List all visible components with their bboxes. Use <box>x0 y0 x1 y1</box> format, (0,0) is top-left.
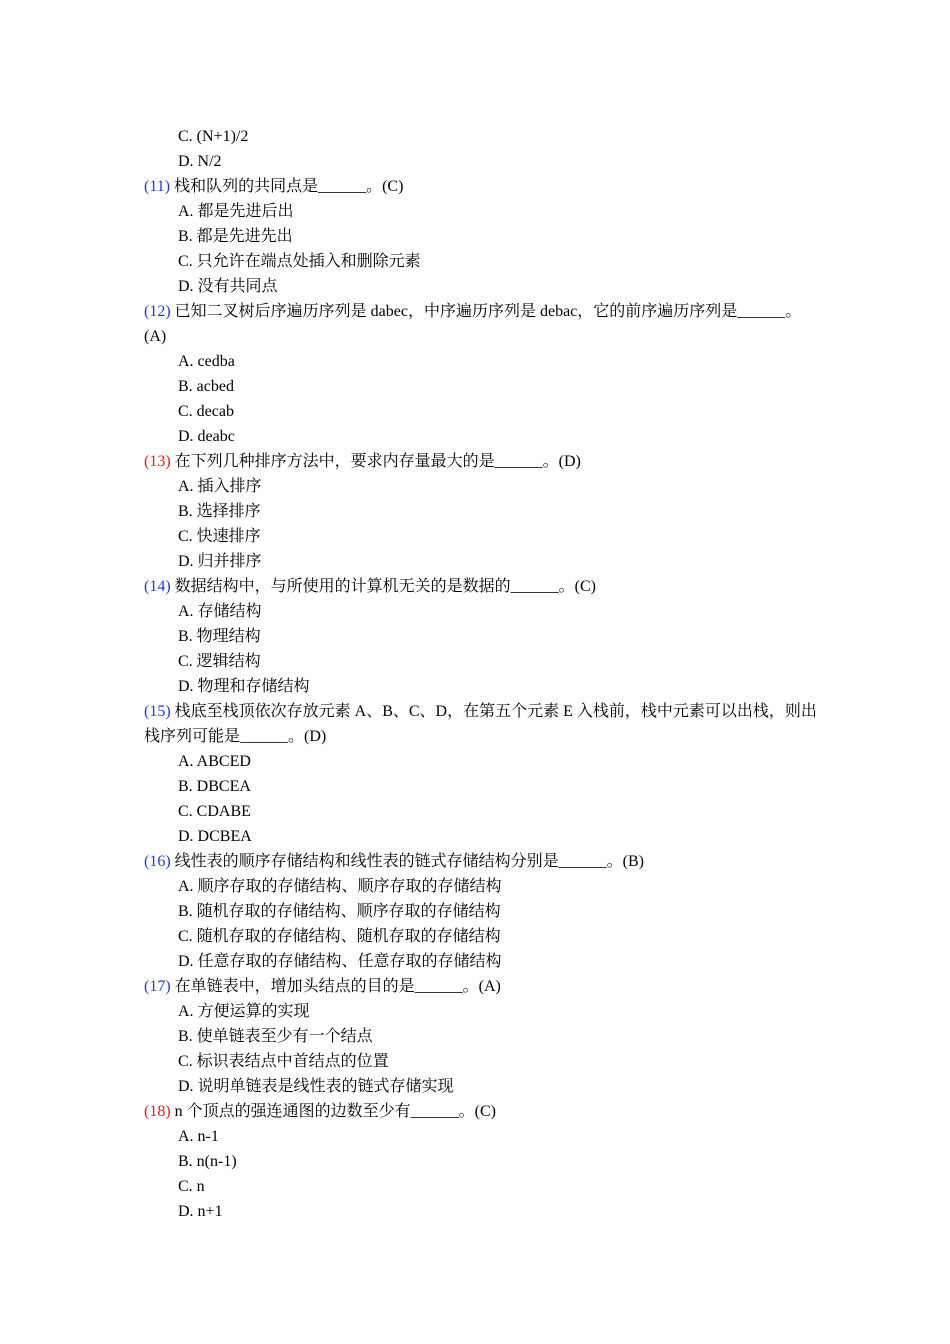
option-line: C. 逻辑结构 <box>178 653 261 670</box>
option-line: B. 物理结构 <box>178 628 261 645</box>
option-line: D. 归并排序 <box>178 553 262 570</box>
question-stem <box>0 174 950 199</box>
option-line: D. deabc <box>178 428 235 445</box>
question-number: (12) <box>144 303 171 320</box>
option-line: C. n <box>178 1178 205 1195</box>
option-line: B. 随机存取的存储结构、顺序存取的存储结构 <box>178 903 501 920</box>
option-line: B. DBCEA <box>178 778 251 795</box>
question-number: (17) <box>144 978 171 995</box>
option-line: D. 说明单链表是线性表的链式存储实现 <box>178 1078 454 1095</box>
option-line: A. ABCED <box>178 753 251 770</box>
option-line: C. 标识表结点中首结点的位置 <box>178 1053 389 1070</box>
option-line: C. decab <box>178 403 234 420</box>
question-text: 数据结构中，与所使用的计算机无关的是数据的______。(C) <box>174 578 596 595</box>
question-number: (16) <box>144 853 171 870</box>
option-line: A. n-1 <box>178 1128 219 1145</box>
question-number: (11) <box>144 178 171 195</box>
question-number: (18) <box>144 1103 171 1120</box>
question-number: (13) <box>144 453 171 470</box>
question-text: 栈和队列的共同点是______。(C) <box>174 178 404 195</box>
option-line: C. 只允许在端点处插入和删除元素 <box>178 253 421 270</box>
option-line: A. 都是先进后出 <box>178 203 294 220</box>
question-number: (15) <box>144 703 171 720</box>
option-line: B. acbed <box>178 378 234 395</box>
option-line: C. 快速排序 <box>178 528 261 545</box>
question-text: 已知二叉树后序遍历序列是 dabec，中序遍历序列是 debac，它的前序遍历序列是______。 <box>174 303 802 320</box>
option-line: A. 存储结构 <box>178 603 262 620</box>
question-text: n 个顶点的强连通图的边数至少有______。(C) <box>174 1103 496 1120</box>
question-stem <box>0 1099 950 1124</box>
question-stem <box>0 574 950 599</box>
option-line: A. 顺序存取的存储结构、顺序存取的存储结构 <box>178 878 502 895</box>
question-stem <box>0 974 950 999</box>
option-line: D. 任意存取的存储结构、任意存取的存储结构 <box>178 953 502 970</box>
option-line: B. 都是先进先出 <box>178 228 293 245</box>
question-number: (14) <box>144 578 171 595</box>
option-line: A. cedba <box>178 353 235 370</box>
question-text: 栈底至栈顶依次存放元素 A、B、C、D，在第五个元素 E 入栈前，栈中元素可以出栈，则出 <box>174 703 817 720</box>
question-text-continued: 栈序列可能是______。(D) <box>144 728 327 745</box>
question-text: 线性表的顺序存储结构和线性表的链式存储结构分别是______。(B) <box>174 853 644 870</box>
question-text: 在单链表中，增加头结点的目的是______。(A) <box>174 978 501 995</box>
option-line: D. N/2 <box>178 153 222 170</box>
question-stem <box>0 849 950 874</box>
question-stem <box>0 699 950 724</box>
option-line: D. 物理和存储结构 <box>178 678 310 695</box>
option-line: C. (N+1)/2 <box>178 128 249 145</box>
question-stem <box>0 449 950 474</box>
question-stem <box>0 299 950 324</box>
option-line: D. n+1 <box>178 1203 223 1220</box>
option-line: B. 使单链表至少有一个结点 <box>178 1028 373 1045</box>
option-line: B. n(n-1) <box>178 1153 237 1170</box>
option-line: C. 随机存取的存储结构、随机存取的存储结构 <box>178 928 501 945</box>
question-text-continued: (A) <box>144 328 167 345</box>
option-line: D. 没有共同点 <box>178 278 278 295</box>
question-text: 在下列几种排序方法中，要求内存量最大的是______。(D) <box>174 453 581 470</box>
option-line: D. DCBEA <box>178 828 252 845</box>
option-line: C. CDABE <box>178 803 251 820</box>
document-body <box>0 124 950 1224</box>
option-line: A. 插入排序 <box>178 478 262 495</box>
option-line: B. 选择排序 <box>178 503 261 520</box>
option-line: A. 方便运算的实现 <box>178 1003 310 1020</box>
